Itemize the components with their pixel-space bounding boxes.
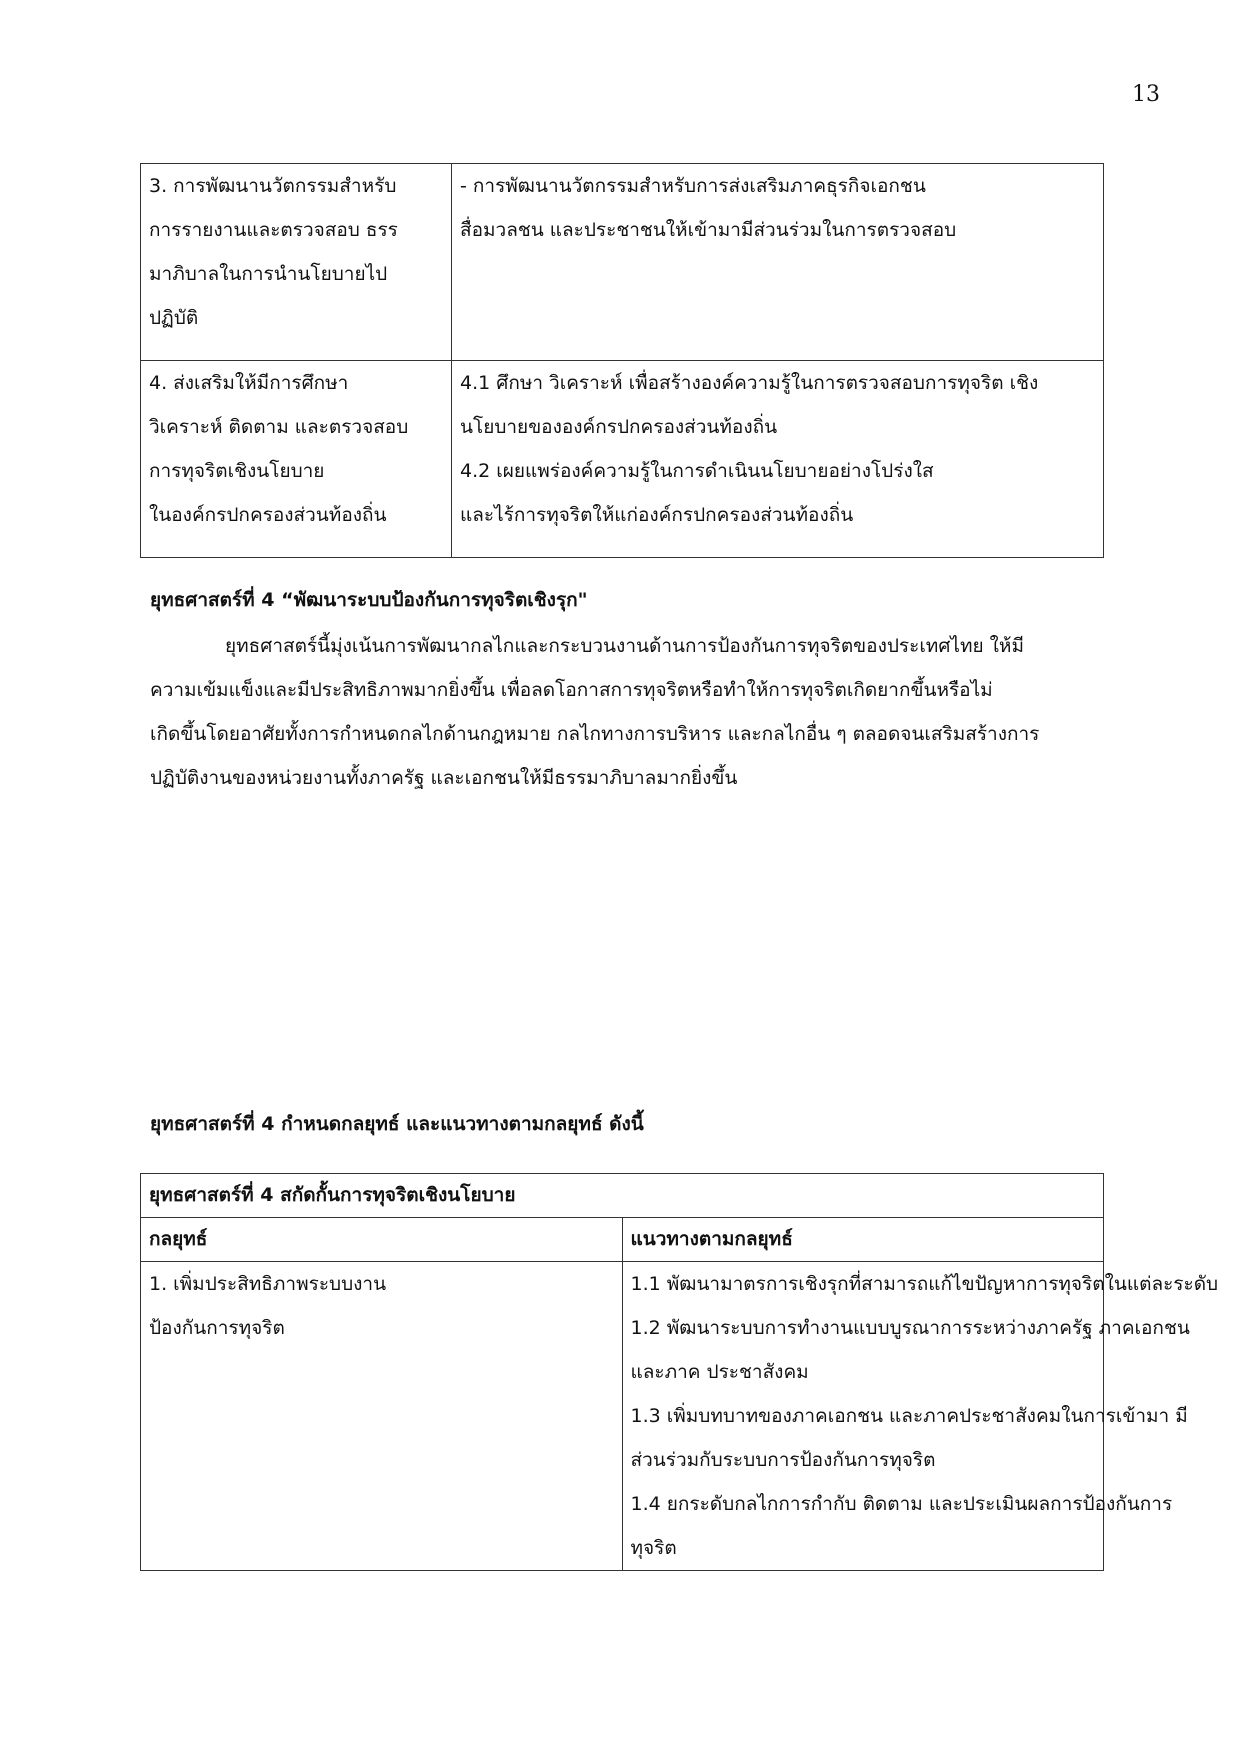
tactic-cell bbox=[141, 1262, 623, 1571]
guideline-line: และไร้การทุจริตให้แก่องค์กรปกครองส่วนท้องถิ่น bbox=[460, 504, 854, 526]
table-header-row bbox=[141, 1218, 1104, 1262]
tactic-line: การรายงานและตรวจสอบ ธรร bbox=[149, 219, 398, 241]
column-header-guideline: แนวทางตามกลยุทธ์ bbox=[622, 1218, 1104, 1262]
guideline-line: 1.1 พัฒนามาตรการเชิงรุกที่สามารถแก้ไขปัญหาการทุจริตในแต่ละระดับ bbox=[630, 1273, 1219, 1295]
tactics-table bbox=[140, 1173, 1219, 1571]
tactic-line: 4. ส่งเสริมให้มีการศึกษา bbox=[149, 372, 349, 394]
tactic-line: ในองค์กรปกครองส่วนท้องถิ่น bbox=[149, 504, 387, 526]
guideline-line: นโยบายขององค์กรปกครองส่วนท้องถิ่น bbox=[460, 416, 778, 438]
column-header-tactic: กลยุทธ์ bbox=[141, 1218, 623, 1262]
paragraph-line: ปฏิบัติงานของหน่วยงานทั้งภาครัฐ และเอกชนให้มีธรรมาภิบาลมากยิ่งขึ้น bbox=[150, 767, 738, 789]
guideline-line: - การพัฒนานวัตกรรมสำหรับการส่งเสริมภาคธุรกิจเอกชน bbox=[460, 175, 926, 197]
tactic-cell bbox=[141, 164, 452, 361]
strategy-heading: ยุทธศาสตร์ที่ 4 “พัฒนาระบบป้องกันการทุจริตเชิงรุก" bbox=[150, 589, 588, 611]
tactic-line: 3. การพัฒนานวัตกรรมสำหรับ bbox=[149, 175, 397, 197]
tactic-line: วิเคราะห์ ติดตาม และตรวจสอบ bbox=[149, 416, 409, 438]
guideline-line: 4.1 ศึกษา วิเคราะห์ เพื่อสร้างองค์ความรู้ในการตรวจสอบการทุจริต เชิง bbox=[460, 372, 1039, 394]
guideline-line: และภาค ประชาสังคม bbox=[630, 1361, 809, 1383]
guideline-line: ทุจริต bbox=[630, 1537, 677, 1559]
table-row bbox=[141, 361, 1104, 558]
paragraph-line: เกิดขึ้นโดยอาศัยทั้งการกำหนดกลไกด้านกฎหมาย กลไกทางการบริหาร และกลไกอื่น ๆ ตลอดจนเสริมสร้างการ bbox=[150, 723, 1040, 745]
table-title: ยุทธศาสตร์ที่ 4 สกัดกั้นการทุจริตเชิงนโยบาย bbox=[141, 1174, 1104, 1218]
tactic-line: 1. เพิ่มประสิทธิภาพระบบงาน bbox=[149, 1273, 387, 1295]
table-title-row bbox=[141, 1174, 1104, 1218]
strategy-paragraph bbox=[150, 624, 1105, 800]
paragraph-line: ความเข้มแข็งและมีประสิทธิภาพมากยิ่งขึ้น เพื่อลดโอกาสการทุจริตหรือทำให้การทุจริตเกิดยากขึ้นหรือไม่ bbox=[150, 679, 993, 701]
guideline-cell bbox=[452, 361, 1104, 558]
tactic-cell bbox=[141, 361, 452, 558]
tactic-line: มาภิบาลในการนำนโยบายไป bbox=[149, 263, 388, 285]
guideline-line: 4.2 เผยแพร่องค์ความรู้ในการดำเนินนโยบายอย่างโปร่งใส bbox=[460, 460, 934, 482]
guideline-line: 1.2 พัฒนาระบบการทำงานแบบบูรณาการระหว่างภาครัฐ ภาคเอกชน bbox=[630, 1317, 1190, 1339]
tactic-line: ป้องกันการทุจริต bbox=[149, 1317, 285, 1339]
guideline-line: 1.4 ยกระดับกลไกการกำกับ ติดตาม และประเมินผลการป้องกันการ bbox=[630, 1493, 1173, 1515]
paragraph-line: ยุทธศาสตร์นี้มุ่งเน้นการพัฒนากลไกและกระบวนงานด้านการป้องกันการทุจริตของประเทศไทย ให้มี bbox=[225, 635, 1024, 657]
tactics-heading: ยุทธศาสตร์ที่ 4 กำหนดกลยุทธ์ และแนวทางตามกลยุทธ์ ดังนี้ bbox=[150, 1113, 644, 1135]
guideline-line: สื่อมวลชน และประชาชนให้เข้ามามีส่วนร่วมในการตรวจสอบ bbox=[460, 219, 957, 241]
guideline-cell bbox=[452, 164, 1104, 361]
strategy-table-continued bbox=[140, 163, 1104, 558]
table-row bbox=[141, 1262, 1104, 1571]
tactic-line: ปฏิบัติ bbox=[149, 307, 199, 329]
tactic-line: การทุจริตเชิงนโยบาย bbox=[149, 460, 325, 482]
table-row bbox=[141, 164, 1104, 361]
guideline-cell bbox=[622, 1262, 1219, 1571]
guideline-line: 1.3 เพิ่มบทบาทของภาคเอกชน และภาคประชาสังคมในการเข้ามา มี bbox=[630, 1405, 1188, 1427]
guideline-line: ส่วนร่วมกับระบบการป้องกันการทุจริต bbox=[630, 1449, 936, 1471]
page-number: 13 bbox=[1132, 82, 1160, 107]
